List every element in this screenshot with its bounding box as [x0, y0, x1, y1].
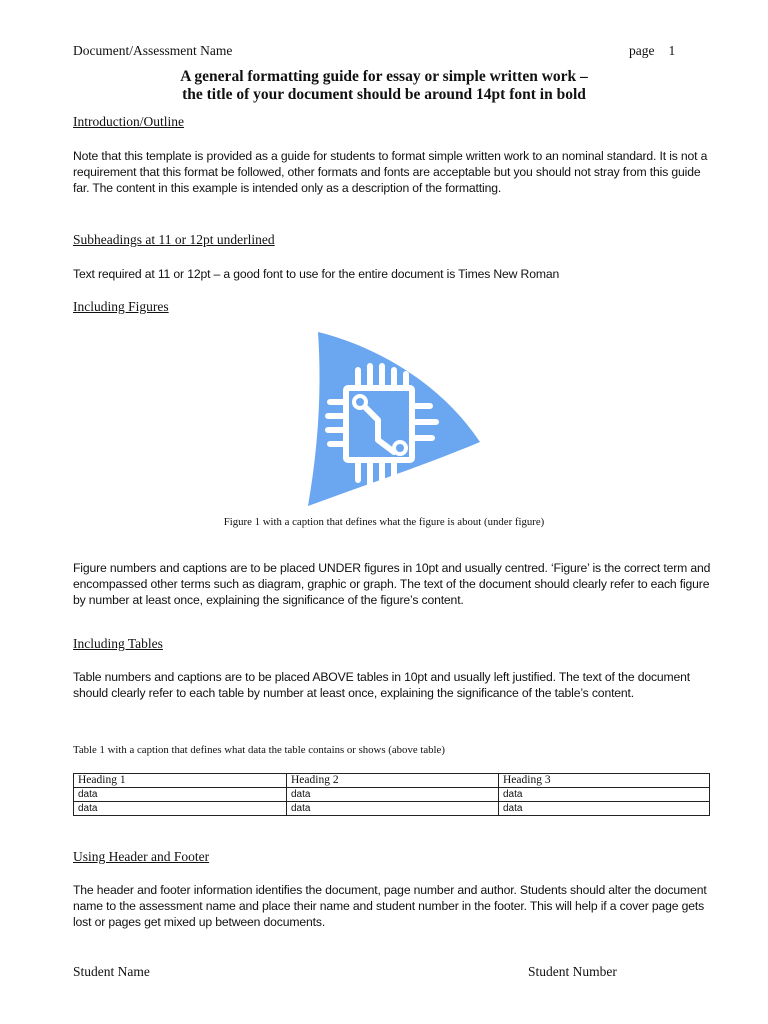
table-row — [74, 802, 710, 816]
subheadings-paragraph: Text required at 11 or 12pt – a good font to use for the entire document is Times New Roman — [73, 267, 560, 281]
table-cell: data — [74, 788, 287, 802]
circuit-chip-icon — [290, 330, 480, 506]
intro-paragraph: Note that this template is provided as a guide for students to format simple written work to an nominal standard. It is not a requirement that this format be followed, other formats and fonts are acceptable but you should not stray from this guide far. The content in this example is intended only as a description of the formatting. — [73, 149, 708, 195]
table-header-cell: Heading 2 — [287, 774, 499, 788]
intro-heading: Introduction/Outline — [73, 114, 184, 129]
tables-heading: Including Tables — [73, 636, 163, 651]
title-line-2: the title of your document should be around 14pt font in bold — [182, 86, 586, 103]
table-cell: data — [287, 802, 499, 816]
table-header-cell: Heading 3 — [499, 774, 710, 788]
footer-student-name: Student Name — [73, 964, 150, 979]
header-footer-paragraph: The header and footer information identifies the document, page number and author. Students should alter the document name to the assessment name and place their name and student number in the footer. This will help if a cover page gets lost or pages get mixed up between documents. — [73, 883, 707, 929]
title-line-1: A general formatting guide for essay or simple written work – — [180, 68, 588, 85]
table-header-cell: Heading 1 — [74, 774, 287, 788]
footer-student-number: Student Number — [528, 964, 617, 979]
page-number: 1 — [668, 43, 676, 58]
table-cell: data — [287, 788, 499, 802]
table-caption: Table 1 with a caption that defines what data the table contains or shows (above table) — [73, 744, 445, 756]
header-document-name: Document/Assessment Name — [73, 43, 233, 58]
header-footer-heading: Using Header and Footer — [73, 849, 210, 864]
table-row — [74, 788, 710, 802]
header-page-number — [629, 43, 675, 59]
figures-paragraph: Figure numbers and captions are to be placed UNDER figures in 10pt and usually centred. ‘Figure’ is the correct term and encompassed other terms such as diagram, graphic or graph. The text of the document should clearly refer to each figure by number at least once, explaining the significance of the figure’s content. — [73, 561, 711, 607]
table-cell: data — [499, 788, 710, 802]
table-cell: data — [74, 802, 287, 816]
figures-heading: Including Figures — [73, 299, 169, 314]
table-cell: data — [499, 802, 710, 816]
figure-caption: Figure 1 with a caption that defines what the figure is about (under figure) — [223, 516, 545, 528]
tables-paragraph: Table numbers and captions are to be placed ABOVE tables in 10pt and usually left justified. The text of the document should clearly refer to each table by number at least once, explaining the significance of the table’s content. — [73, 670, 691, 700]
data-table — [73, 773, 710, 816]
subheadings-heading: Subheadings at 11 or 12pt underlined — [73, 232, 275, 247]
page-label: page — [629, 43, 655, 58]
table-header-row — [74, 774, 710, 788]
document-title — [60, 68, 708, 104]
